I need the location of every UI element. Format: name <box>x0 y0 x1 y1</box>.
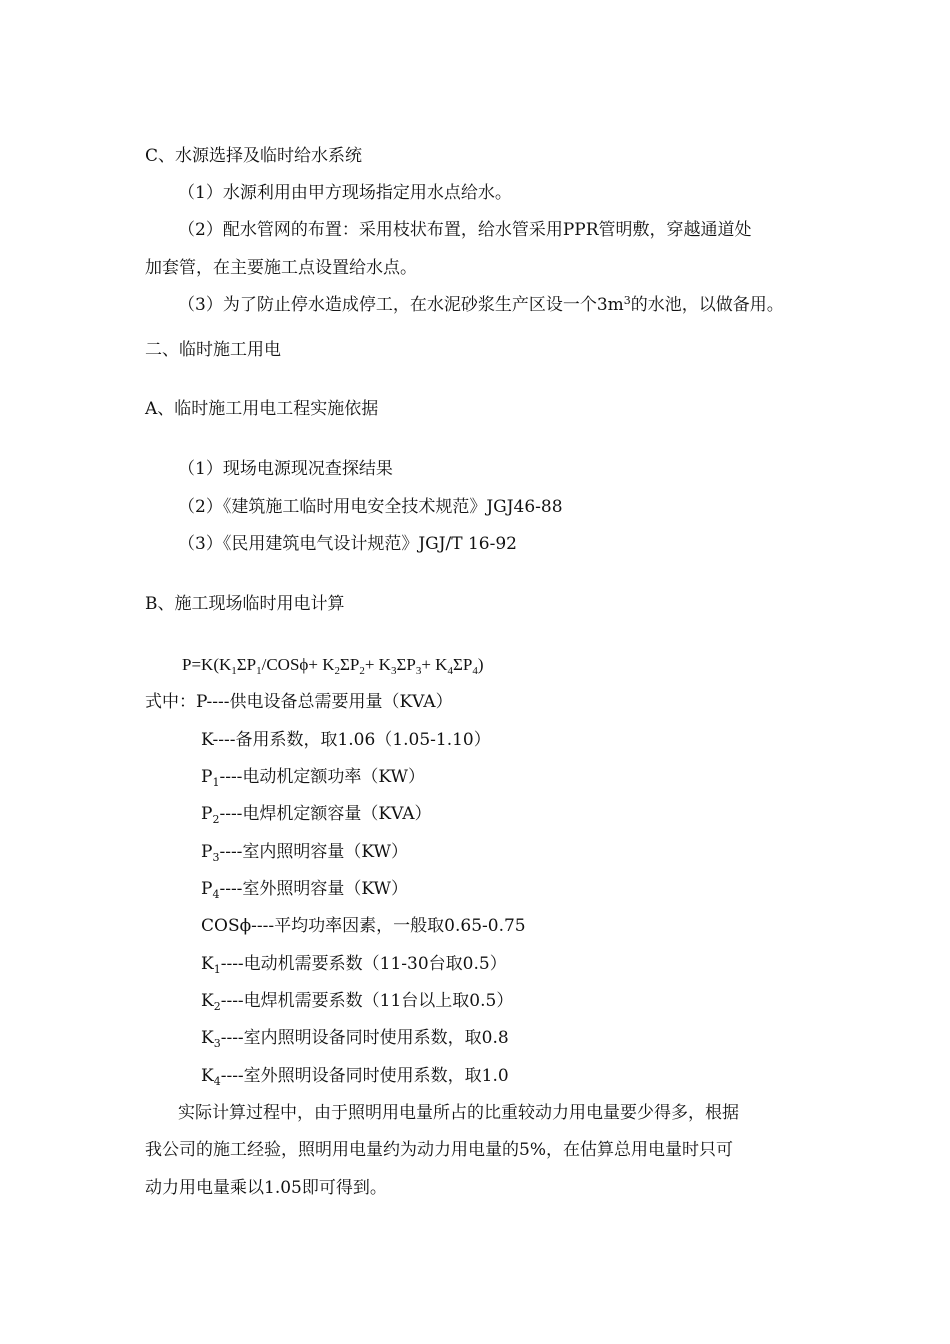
load-formula <box>182 653 483 677</box>
symbol: P <box>201 804 213 824</box>
formula-part: ΣP <box>236 655 257 674</box>
section-c-item-2-line-1: （2）配水管网的布置：采用枝状布置，给水管采用PPR管明敷，穿越通道处 <box>178 220 752 240</box>
item-3-superscript: 3 <box>623 294 631 307</box>
definition-text: ----室外照明设备同时使用系数，取1.0 <box>220 1066 509 1086</box>
symbol: K <box>201 1028 214 1048</box>
conclusion-line-3: 动力用电量乘以1.05即可得到。 <box>145 1178 387 1198</box>
definition-p3 <box>201 840 408 864</box>
item-3-text-before: （3）为了防止停水造成停工，在水泥砂浆生产区设一个3m <box>178 295 624 315</box>
formula-subscript: 2 <box>359 665 365 677</box>
formula-part: P=K(K <box>182 655 232 674</box>
formula-part: /COSϕ+ K <box>261 655 335 674</box>
formula-part: ΣP <box>396 655 416 674</box>
conclusion-line-2: 我公司的施工经验，照明用电量约为动力用电量的5%，在估算总用电量时只可 <box>145 1140 733 1160</box>
symbol: K <box>201 954 214 974</box>
conclusion-line-1: 实际计算过程中，由于照明用电量所占的比重较动力用电量要少得多，根据 <box>178 1103 739 1123</box>
formula-subscript: 3 <box>390 665 397 677</box>
symbol-subscript: 3 <box>212 851 220 864</box>
where-prefix: 式中： <box>145 692 196 712</box>
symbol-subscript: 4 <box>212 888 220 901</box>
definition-text: ----电动机定额功率（KW） <box>219 767 425 787</box>
formula-subscript: 3 <box>415 665 422 677</box>
section-c-item-2-line-2: 加套管，在主要施工点设置给水点。 <box>145 258 417 278</box>
definition-text: ----电焊机定额容量（KVA） <box>219 804 432 824</box>
symbol-subscript: 3 <box>213 1037 221 1050</box>
definition-text: ----室外照明容量（KW） <box>219 879 408 899</box>
symbol: P <box>201 842 213 862</box>
definition-p <box>145 690 453 714</box>
basis-item-2: （2）《建筑施工临时用电安全技术规范》JGJ46-88 <box>178 497 563 517</box>
formula-subscript: 4 <box>447 665 453 677</box>
symbol: P <box>201 767 213 787</box>
section-two-title: 二、临时施工用电 <box>145 340 281 360</box>
definition-p4 <box>201 877 408 901</box>
section-a-title: A、临时施工用电工程实施依据 <box>145 399 379 419</box>
section-b-title: B、施工现场临时用电计算 <box>145 594 345 614</box>
formula-subscript: 2 <box>334 665 340 677</box>
section-c-title: C、水源选择及临时给水系统 <box>145 146 363 166</box>
definition-k4 <box>201 1064 509 1088</box>
symbol-subscript: 2 <box>212 813 220 826</box>
definition-k1 <box>201 952 507 976</box>
section-c-item-3 <box>178 293 784 317</box>
basis-item-1: （1）现场电源现况查探结果 <box>178 459 393 479</box>
symbol: P <box>201 879 213 899</box>
formula-subscript: 1 <box>256 665 262 677</box>
symbol-subscript: 2 <box>213 1000 221 1013</box>
definition-p2 <box>201 802 432 826</box>
definition-text: ----电焊机需要系数（11台以上取0.5） <box>220 991 514 1011</box>
item-3-text-after: 的水池，以做备用。 <box>630 295 784 315</box>
formula-subscript: 4 <box>472 665 478 677</box>
definition-text: P----供电设备总需要用量（KVA） <box>196 692 453 712</box>
symbol-subscript: 4 <box>213 1075 221 1088</box>
formula-subscript: 1 <box>231 665 237 677</box>
formula-part: + K <box>364 655 391 674</box>
symbol: K <box>201 991 214 1011</box>
definition-p1 <box>201 765 425 789</box>
basis-item-3: （3）《民用建筑电气设计规范》JGJ/T 16-92 <box>178 534 518 554</box>
section-c-item-1: （1）水源利用由甲方现场指定用水点给水。 <box>178 183 512 203</box>
formula-part: + K <box>421 655 448 674</box>
definition-k: K----备用系数，取1.06（1.05-1.10） <box>201 730 491 750</box>
formula-part: ΣP <box>452 655 473 674</box>
formula-part: ΣP <box>339 655 360 674</box>
definition-text: ----电动机需要系数（11-30台取0.5） <box>220 954 507 974</box>
definition-k3 <box>201 1026 509 1050</box>
symbol-subscript: 1 <box>212 776 220 789</box>
formula-part: ) <box>477 655 484 674</box>
symbol-subscript: 1 <box>213 963 221 976</box>
definition-cos: COSϕ----平均功率因素，一般取0.65-0.75 <box>201 916 526 936</box>
definition-text: ----室内照明容量（KW） <box>219 842 408 862</box>
definition-text: ----室内照明设备同时使用系数，取0.8 <box>220 1028 509 1048</box>
definition-k2 <box>201 989 513 1013</box>
symbol: K <box>201 1066 214 1086</box>
